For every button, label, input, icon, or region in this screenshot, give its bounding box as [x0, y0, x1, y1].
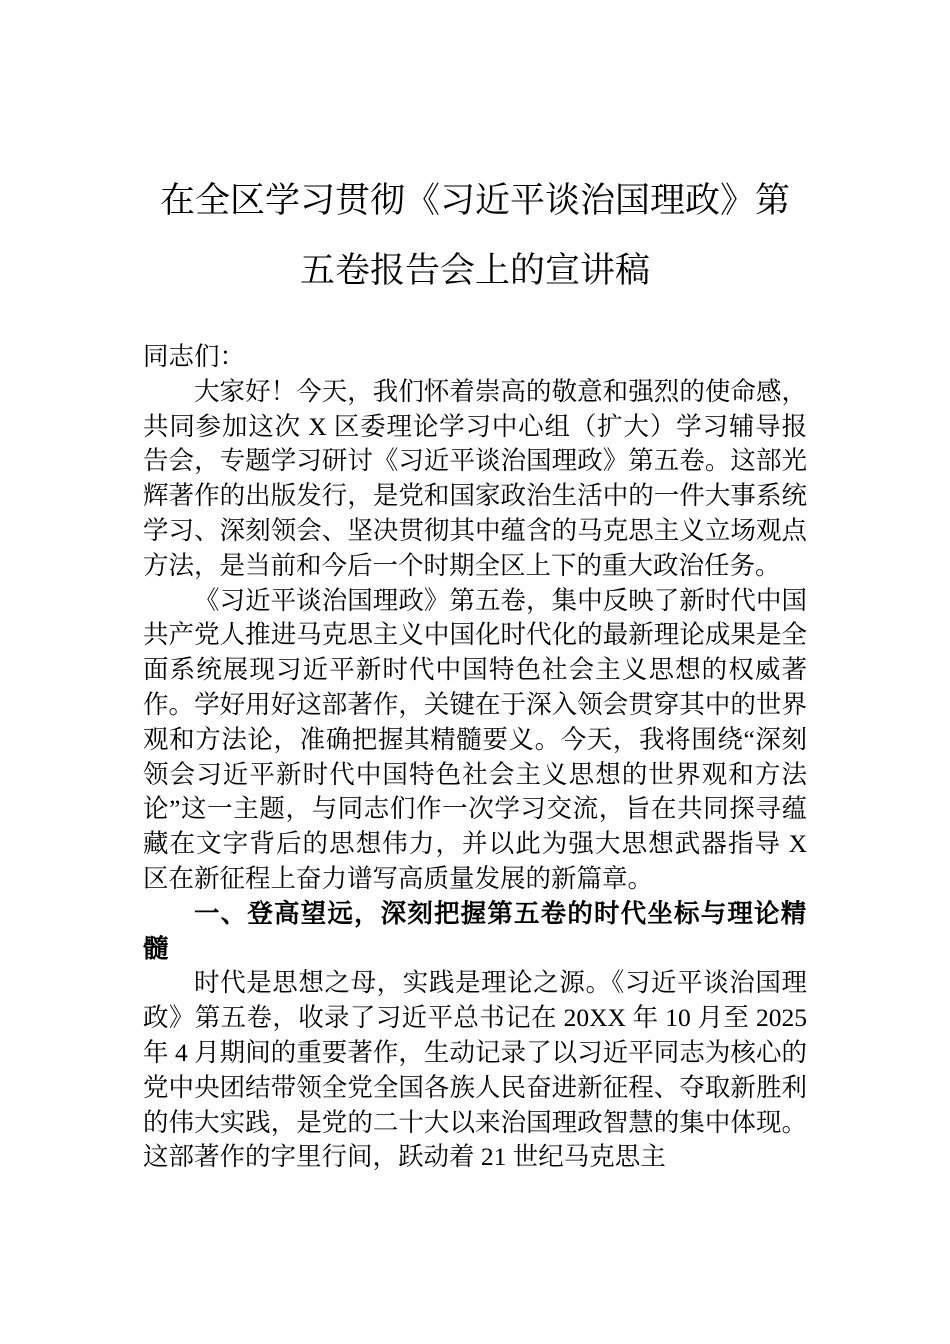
document-title — [143, 166, 807, 306]
document-title-line-2: 五卷报告会上的宣讲稿 — [299, 251, 650, 290]
document-title-line-1: 在全区学习贯彻《习近平谈治国理政》第 — [159, 181, 790, 220]
body-paragraph-2: 《习近平谈治国理政》第五卷，集中反映了新时代中国共产党人推进马克思主义中国化时代化的最新理论成果是全面系统展现习近平新时代中国特色社会主义思想的权威著作。学好用好这部著作，关键在于深入领会贯穿其中的世界观和方法论，准确把握其精髓要义。今天，我将围绕“深刻领会习近平新时代中国特色社会主义思想的世界观和方法论”这一主题，与同志们作一次学习交流，旨在共同探寻蕴藏在文字背后的思想伟力，并以此为强大思想武器指导 X 区在新征程上奋力谱写高质量发展的新篇章。 — [143, 585, 807, 893]
document-body — [143, 340, 807, 1175]
salutation-paragraph: 同志们： — [143, 342, 246, 371]
body-paragraph-3: 时代是思想之母，实践是理论之源。《习近平谈治国理政》第五卷，收录了习近平总书记在 20XX 年 10 月至 2025 年 4 月期间的重要著作，生动记录了以习近平同志为核心的党中央团结带领全党全国各族人民奋进新征程、夺取新胜利的伟大实践，是党的二十大以来治国理政智慧的集中体现。这部著作的字里行间，跃动着 21 世纪马克思主 — [143, 968, 807, 1172]
section-heading-1: 一、登高望远，深刻把握第五卷的时代坐标与理论精髓 — [143, 898, 807, 963]
body-paragraph-1: 大家好！今天，我们怀着崇高的敬意和强烈的使命感，共同参加这次 X 区委理论学习中心组（扩大）学习辅导报告会，专题学习研讨《习近平谈治国理政》第五卷。这部光辉著作的出版发行，是党和国家政治生活中的一件大事系统学习、深刻领会、坚决贯彻其中蕴含的马克思主义立场观点方法，是当前和今后一个时期全区上下的重大政治任务。 — [143, 376, 807, 580]
